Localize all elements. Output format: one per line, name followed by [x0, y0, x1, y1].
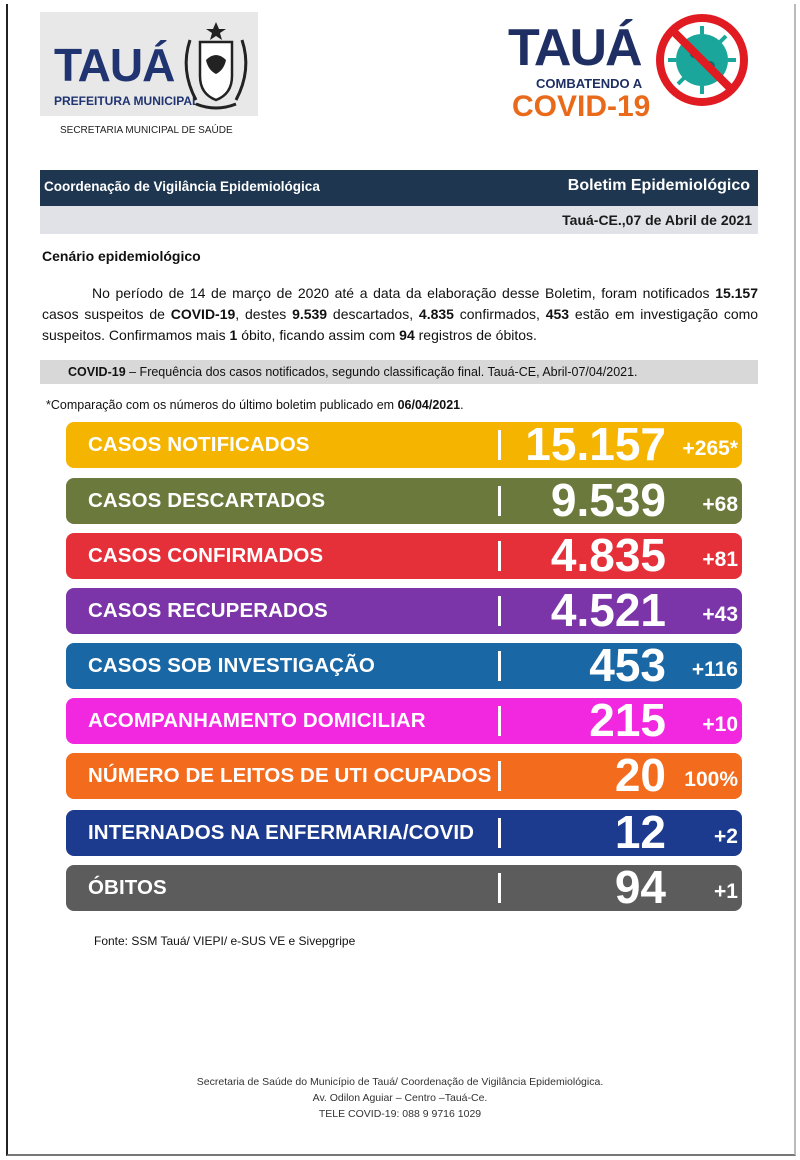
stat-delta: +2	[714, 825, 738, 848]
logo-right-covid: COVID-19	[512, 90, 651, 123]
stat-value: 15.157	[525, 418, 666, 470]
scenario-paragraph	[42, 283, 758, 346]
stat-label: ÓBITOS	[88, 876, 167, 899]
para-notified: 15.157	[715, 285, 759, 301]
stat-row-icu-beds	[66, 749, 742, 801]
para-new-death: 1	[229, 327, 238, 343]
bulletin-title: Boletim Epidemiológico	[567, 177, 750, 194]
stat-separator	[498, 873, 501, 903]
stat-value: 453	[589, 639, 666, 691]
stat-separator	[498, 430, 501, 460]
stat-delta: +68	[702, 493, 738, 516]
stat-delta: 100%	[684, 768, 738, 791]
comparison-text: *Comparação com os números do último boletim publicado em	[46, 398, 398, 412]
stat-separator	[498, 651, 501, 681]
stat-delta: +81	[702, 548, 738, 571]
stat-separator	[498, 541, 501, 571]
prefeitura-logo	[40, 12, 258, 116]
footer-line-2: Av. Odilon Aguiar – Centro –Tauá-Ce.	[312, 1092, 488, 1104]
stat-delta: +1	[714, 880, 738, 903]
stat-row-deaths	[66, 861, 742, 913]
para-text: descartados,	[332, 306, 414, 322]
covid-campaign-logo	[508, 12, 748, 123]
stat-row-investigation	[66, 639, 742, 691]
date-bar	[40, 206, 758, 234]
para-investigation: 453	[545, 306, 570, 322]
stat-delta: +10	[702, 713, 738, 736]
stat-value: 215	[589, 694, 666, 746]
stat-label: CASOS DESCARTADOS	[88, 489, 326, 512]
stat-value: 9.539	[550, 474, 666, 526]
stat-separator	[498, 706, 501, 736]
stat-label: CASOS CONFIRMADOS	[88, 544, 324, 567]
logo-right-tag: COMBATENDO A	[536, 76, 643, 91]
para-text: No período de 14 de março de 2020 até a data da elaboração desse Boletim, foram notificados	[92, 285, 710, 301]
stat-value: 4.521	[550, 584, 666, 636]
footer-line-3: TELE COVID-19: 088 9 9716 1029	[318, 1108, 482, 1120]
footer-line-1: Secretaria de Saúde do Município de Tauá/ Coordenação de Vigilância Epidemiológica.	[196, 1076, 604, 1088]
para-text: confirmados,	[459, 306, 540, 322]
stat-label: CASOS SOB INVESTIGAÇÃO	[88, 654, 375, 677]
logo-left-sub: PREFEITURA MUNICIPAL	[54, 94, 200, 108]
para-text: casos suspeitos de	[42, 306, 165, 322]
stat-row-home-monitoring	[66, 694, 742, 746]
para-text: óbito, ficando assim com	[241, 327, 396, 343]
para-text: , destes	[235, 306, 287, 322]
comparison-date: 06/04/2021	[397, 398, 461, 412]
stat-value: 94	[614, 861, 666, 913]
coordination-title: Coordenação de Vigilância Epidemiológica	[44, 179, 320, 194]
stat-row-discarded	[66, 474, 742, 526]
stat-row-ward	[66, 806, 742, 858]
logo-right-name: TAUÁ	[508, 19, 641, 77]
stat-label: CASOS RECUPERADOS	[88, 599, 328, 622]
stat-separator	[498, 486, 501, 516]
stat-label: ACOMPANHAMENTO DOMICILIAR	[88, 709, 426, 732]
crest-icon	[178, 20, 254, 112]
caption-text: – Frequência dos casos notificados, segundo classificação final. Tauá-CE, Abril-07/04/2021.	[125, 365, 638, 379]
comparison-end: .	[460, 398, 464, 412]
para-text: estão em investigação como suspeitos. Confirmamos mais	[42, 306, 759, 343]
logo-left-name: TAUÁ	[54, 39, 175, 91]
stat-value: 20	[614, 749, 666, 801]
secretaria-label: SECRETARIA MUNICIPAL DE SAÚDE	[60, 125, 233, 136]
stat-value: 12	[614, 806, 666, 858]
stat-delta: +265*	[682, 437, 738, 460]
stat-separator	[498, 818, 501, 848]
para-discarded: 9.539	[292, 306, 328, 322]
para-deaths: 94	[399, 327, 415, 343]
stat-delta: +43	[702, 603, 738, 626]
stat-delta: +116	[691, 658, 738, 681]
stat-separator	[498, 596, 501, 626]
comparison-note	[46, 398, 464, 412]
stat-row-recovered	[66, 584, 742, 636]
para-confirmed: 4.835	[418, 306, 454, 322]
stat-row-notified	[66, 418, 742, 470]
stat-row-confirmed	[66, 529, 742, 581]
title-bar	[40, 170, 758, 206]
para-covid: COVID-19	[170, 306, 236, 322]
virus-prohibited-icon	[654, 12, 750, 108]
source-note: Fonte: SSM Tauá/ VIEPI/ e-SUS VE e Sivepgripe	[94, 934, 356, 948]
table-caption	[40, 360, 758, 384]
stat-label: INTERNADOS NA ENFERMARIA/COVID	[88, 821, 475, 844]
caption-bold: COVID-19	[68, 365, 126, 379]
stat-separator	[498, 761, 501, 791]
para-text: registros de óbitos.	[418, 327, 537, 343]
stat-value: 4.835	[550, 529, 666, 581]
stat-label: NÚMERO DE LEITOS DE UTI OCUPADOS	[88, 764, 492, 787]
section-title: Cenário epidemiológico	[42, 248, 201, 264]
bulletin-date: Tauá-CE.,07 de Abril de 2021	[562, 212, 752, 228]
stat-label: CASOS NOTIFICADOS	[88, 433, 310, 456]
